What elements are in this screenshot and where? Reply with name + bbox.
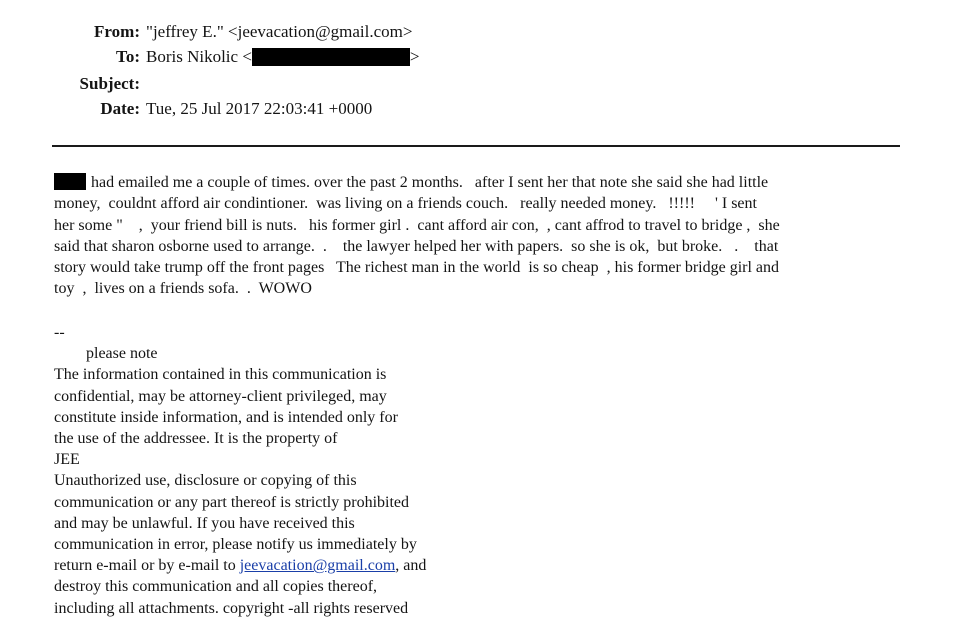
from-label: From: xyxy=(94,22,140,41)
date-value: Tue, 25 Jul 2017 22:03:41 +0000 xyxy=(146,99,373,118)
body-line-4: said that sharon osborne used to arrange. . the lawyer helped her with papers. so she is ok, but broke. . that xyxy=(54,237,779,255)
to-row xyxy=(0,47,600,67)
disclaimer-line-5: JEE xyxy=(54,451,80,469)
email-link[interactable]: jeevacation@gmail.com xyxy=(239,557,396,575)
disclaimer-line-9: communication in error, please notify us immediately by xyxy=(54,536,417,554)
to-label: To: xyxy=(116,47,140,66)
header-divider xyxy=(52,145,900,147)
body-line-1: had emailed me a couple of times. over the past 2 months. after I sent her that note she said she had little xyxy=(54,172,914,193)
subject-label: Subject: xyxy=(79,74,140,93)
subject-row xyxy=(0,74,600,94)
date-label: Date: xyxy=(100,99,140,118)
body-line-2: money, couldnt afford air condintioner. was living on a friends couch. really needed money. !!!!! ' I sent xyxy=(54,195,757,213)
disclaimer-line-3: constitute inside information, and is intended only for xyxy=(54,408,398,426)
disclaimer-line-10: return e-mail or by e-mail to jeevacation@gmail.com, and xyxy=(54,557,427,575)
from-row xyxy=(0,22,600,42)
body-line-5: story would take trump off the front pages The richest man in the world is so cheap , his former bridge girl and xyxy=(54,259,780,277)
disclaimer-line-11: destroy this communication and all copies thereof, xyxy=(54,578,378,596)
disclaimer-line-2: confidential, may be attorney-client privileged, may xyxy=(54,387,387,405)
disclaimer-line-12: including all attachments. copyright -all rights reserved xyxy=(54,599,409,617)
email-body xyxy=(54,172,914,300)
to-email-redaction xyxy=(252,48,410,66)
date-row xyxy=(0,99,600,119)
from-value: "jeffrey E." <jeevacation@gmail.com> xyxy=(146,22,413,41)
email-signature xyxy=(54,322,574,619)
to-value xyxy=(146,47,420,67)
please-note: please note xyxy=(54,345,158,363)
disclaimer-line-8: and may be unlawful. If you have received this xyxy=(54,514,355,532)
disclaimer-line-1: The information contained in this communication is xyxy=(54,366,387,384)
signature-separator: -- xyxy=(54,324,65,341)
to-name: Boris Nikolic < xyxy=(146,47,252,66)
body-line-3: her some " , your friend bill is nuts. his former girl . cant afford air con, , cant affrod to travel to bridge , she xyxy=(54,216,780,234)
to-bracket: > xyxy=(409,47,420,66)
disclaimer-line-7: communication or any part thereof is strictly prohibited xyxy=(54,493,410,511)
disclaimer-line-4: the use of the addressee. It is the property of xyxy=(54,430,338,448)
body-line-6: toy , lives on a friends sofa. . WOWO xyxy=(54,280,312,298)
name-redaction xyxy=(54,173,86,190)
disclaimer-line-6: Unauthorized use, disclosure or copying of this xyxy=(54,472,357,490)
